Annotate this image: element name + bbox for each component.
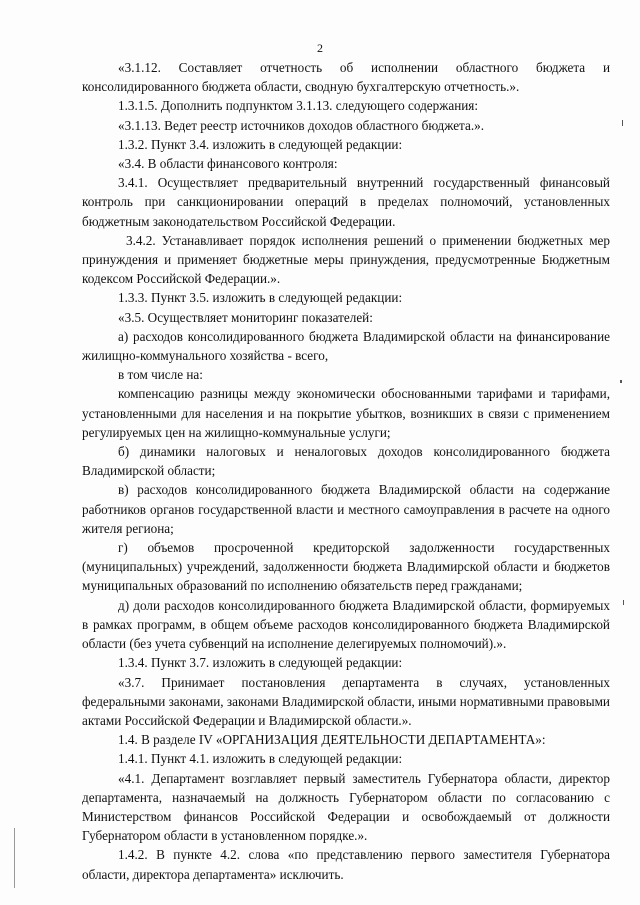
paragraph: б) динамики налоговых и неналоговых доходов консолидированного бюджета Владимирской области;: [82, 444, 610, 479]
scan-edge-mark: [623, 600, 624, 605]
paragraph: 3.4.1. Осуществляет предварительный внутренний государственный финансовый контроль при санкционировании операций в пределах полномочий, установленных бюджетным законодательством Российской Федерации.: [82, 175, 610, 229]
paragraph: г) объемов просроченной кредиторской задолженности государственных (муниципальных) учреждений, задолженности бюджета Владимирской области и бюджетов муниципальных образований по исполнению обязательств перед гражданами;: [82, 540, 610, 594]
paragraph: «3.7. Принимает постановления департамента в случаях, установленных федеральными законами, законами Владимирской области, иными нормативными правовыми актами Российской Федерации и Владимирской области.».: [82, 674, 610, 728]
paragraph: «3.1.12. Составляет отчетность об исполнении областного бюджета и консолидированного бюджета области, сводную бухгалтерскую отчетность.».: [82, 60, 610, 95]
paragraph: д) доли расходов консолидированного бюджета Владимирской области, формируемых в рамках программ, в общем объеме расходов консолидированного бюджета Владимирской области (без учета субвенций на исполнение делегируемых полномочий).».: [82, 597, 610, 652]
paragraph: 1.4. В разделе IV «ОРГАНИЗАЦИЯ ДЕЯТЕЛЬНОСТИ ДЕПАРТАМЕНТА»:: [118, 732, 546, 748]
scan-edge-mark: [620, 380, 622, 383]
paragraph: 1.3.4. Пункт 3.7. изложить в следующей редакции:: [118, 655, 403, 671]
paragraph: 1.3.3. Пункт 3.5. изложить в следующей редакции:: [118, 290, 403, 306]
paragraph: «3.1.13. Ведет реестр источников доходов областного бюджета.».: [118, 117, 485, 133]
paragraph: 1.3.2. Пункт 3.4. изложить в следующей редакции:: [118, 136, 403, 152]
paragraph: а) расходов консолидированного бюджета Владимирской области на финансирование жилищно-коммунального хозяйства - всего,: [82, 328, 610, 364]
paragraph: «3.4. В области финансового контроля:: [118, 156, 338, 172]
paragraph: 1.3.1.5. Дополнить подпунктом 3.1.13. следующего содержания:: [118, 98, 479, 114]
scan-edge-mark: [14, 828, 15, 888]
page-number: 2: [317, 41, 323, 55]
paragraph: «3.5. Осуществляет мониторинг показателей:: [118, 309, 373, 325]
paragraph: в том числе на:: [118, 367, 203, 383]
paragraph: «4.1. Департамент возглавляет первый заместитель Губернатора области, директор департамента, назначаемый на должность Губернатором области по согласованию с Министерством финансов Российской Федерации и освобождаемый от должности Губернатором области в установленном порядке.».: [82, 770, 610, 844]
scan-edge-mark: [622, 120, 623, 126]
paragraph: в) расходов консолидированного бюджета Владимирской области на содержание работников органов государственной власти и местного самоуправления в расчете на одного жителя региона;: [82, 482, 610, 536]
document-body: [82, 58, 610, 884]
paragraph: компенсацию разницы между экономически обоснованными тарифами и тарифами, установленными для населения и на покрытие убытков, возникших в связи с применением регулируемых цен на жилищно-коммунальные услуги;: [82, 386, 610, 440]
paragraph: 3.4.2. Устанавливает порядок исполнения решений о применении бюджетных мер принуждения и применяет бюджетные меры принуждения, предусмотренные Бюджетным кодексом Российской Федерации.».: [82, 232, 610, 287]
paragraph: 1.4.1. Пункт 4.1. изложить в следующей редакции:: [118, 751, 403, 767]
paragraph: 1.4.2. В пункте 4.2. слова «по представлению первого заместителя Губернатора области, директора департамента» исключить.: [82, 847, 610, 882]
